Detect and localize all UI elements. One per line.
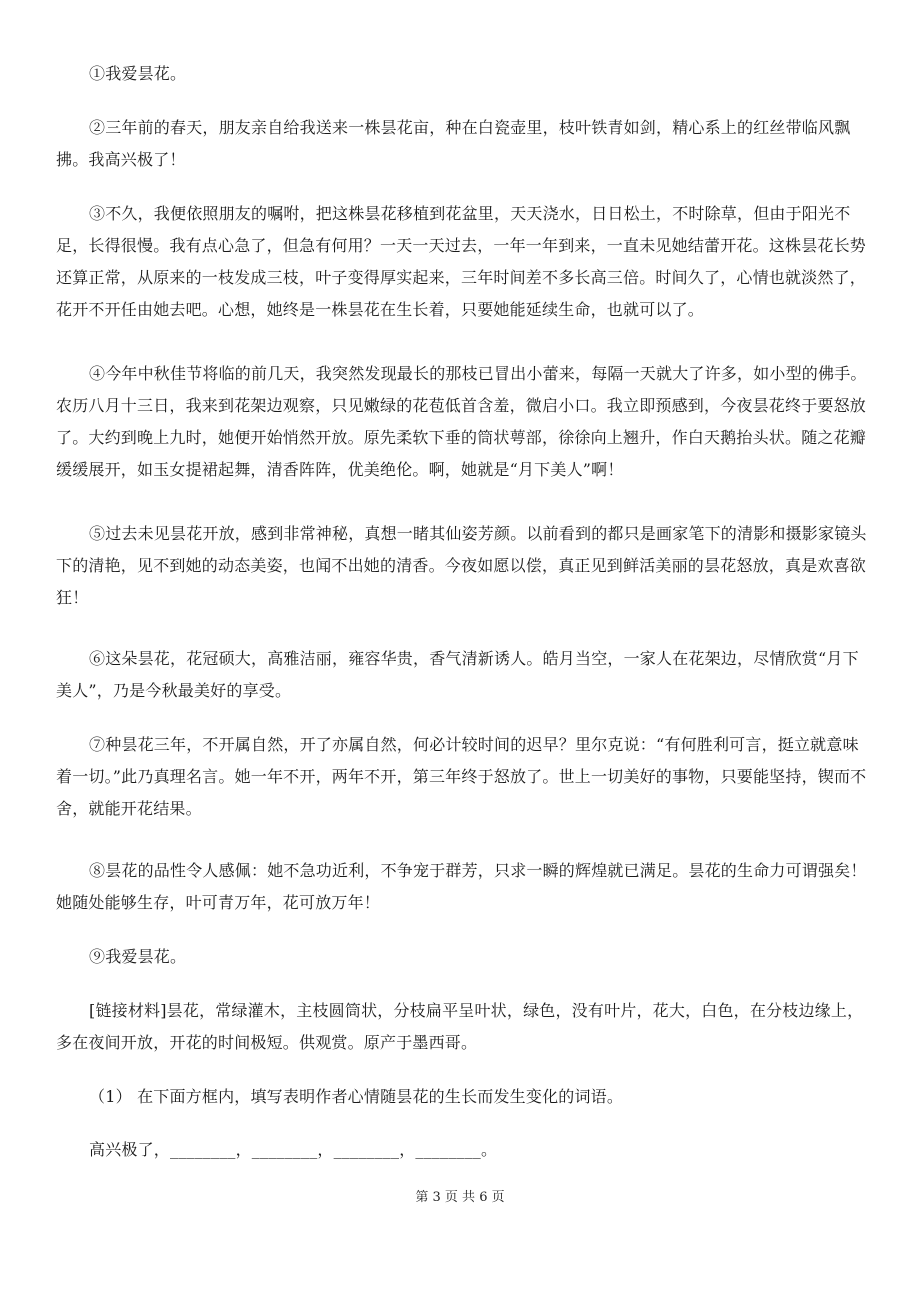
paragraph-6: ⑥这朵昙花，花冠硕大，高雅洁丽，雍容华贵，香气清新诱人。皓月当空，一家人在花架边，尽情欣赏“月下美人”，乃是今秋最美好的享受。 (56, 649, 859, 700)
paragraph-7: ⑦种昙花三年，不开属自然，开了亦属自然，何必计较时间的迟早？里尔克说：“有何胜利可言，挺立就意味着一切。”此乃真理名言。她一年不开，两年不开，第三年终于怒放了。世上一切美好的事物，只要能坚持，锲而不舍，就能开花结果。 (56, 735, 867, 818)
question-1: （1） 在下面方框内，填写表明作者心情随昙花的生长而发生变化的词语。 (89, 1087, 624, 1106)
paragraph-1: ①我爱昙花。 (89, 64, 187, 83)
answer-blanks: 高兴极了，________，________，________，________。 (89, 1140, 498, 1159)
link-material: [链接材料]昙花，常绿灌木，主枝圆筒状，分枝扁平呈叶状，绿色，没有叶片，花大，白色，在分枝边缘上，多在夜间开放，开花的时间极短。供观赏。原产于墨西哥。 (56, 1001, 864, 1052)
paragraph-4: ④今年中秋佳节将临的前几天，我突然发现最长的那枝已冒出小蕾来，每隔一天就大了许多，如小型的佛手。农历八月十三日，我来到花架边观察，只见嫩绿的花苞低首含羞，微启小口。我立即预感到，今夜昙花终于要怒放了。大约到晚上九时，她便开始悄然开放。原先柔软下垂的筒状萼部，徐徐向上翘升，作白天鹅抬头状。随之花瓣缓缓展开，如玉女提裙起舞，清香阵阵，优美绝伦。啊，她就是“月下美人”啊！ (56, 364, 867, 479)
paragraph-8: ⑧昙花的品性令人感佩：她不急功近利，不争宠于群芳，只求一瞬的辉煌就已满足。昙花的生命力可谓强矣！她随处能够生存，叶可青万年，花可放万年！ (56, 861, 867, 912)
paragraph-9: ⑨我爱昙花。 (89, 947, 187, 966)
paragraph-5: ⑤过去未见昙花开放，感到非常神秘，真想一睹其仙姿芳颜。以前看到的都只是画家笔下的清影和摄影家镜头下的清艳，见不到她的动态美姿，也闻不出她的清香。今夜如愿以偿，真正见到鲜活美丽的昙花怒放，真是欢喜欲狂！ (56, 524, 867, 607)
paragraph-2: ②三年前的春天，朋友亲自给我送来一株昙花亩，种在白瓷壶里，枝叶铁青如剑，精心系上的红丝带临风飘拂。我高兴极了！ (56, 118, 851, 169)
page-footer: 第 3 页 共 6 页 (415, 1190, 505, 1205)
paragraph-3: ③不久，我便依照朋友的嘱咐，把这株昙花移植到花盆里，天天浇水，日日松土，不时除草，但由于阳光不足，长得很慢。我有点心急了，但急有何用？一天一天过去，一年一年到来，一直未见她结蕾开花。这株昙花长势还算正常，从原来的一枝发成三枝，叶子变得厚实起来，三年时间差不多长高三倍。时间久了，心情也就淡然了，花开不开任由她去吧。心想，她终是一株昙花在生长着，只要她能延续生命，也就可以了。 (56, 204, 867, 319)
